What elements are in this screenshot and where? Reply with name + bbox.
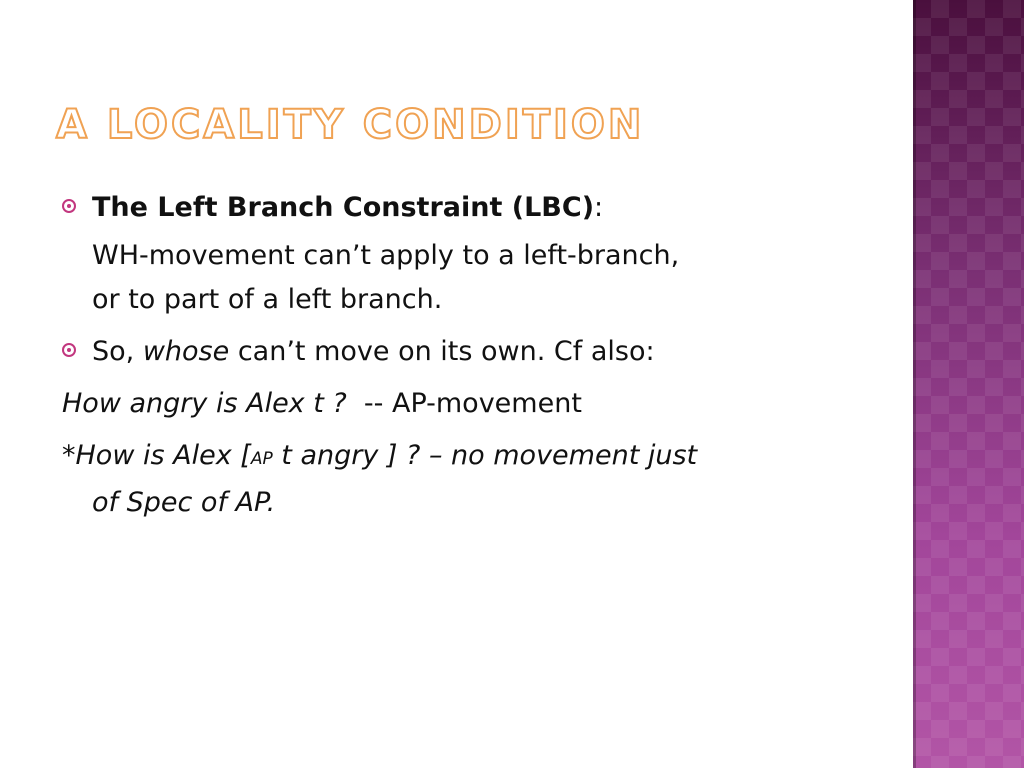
circle-dot-bullet-icon: [62, 343, 76, 357]
bullet-item-lbc: [62, 186, 862, 230]
example-no-movement: [62, 434, 862, 525]
slide-body: [62, 186, 862, 525]
bullet-item-whose: [62, 330, 862, 374]
decorative-side-band: [913, 0, 1024, 768]
example1-note: -- AP-movement: [346, 388, 582, 419]
whose-word: whose: [142, 336, 230, 367]
lbc-term: The Left Branch Constraint (LBC): [92, 192, 595, 223]
lbc-colon: :: [594, 192, 604, 223]
example2-subscript: AP: [250, 449, 273, 469]
whose-post: can’t move on its own. Cf also:: [229, 336, 655, 367]
band-pattern: [913, 0, 1024, 768]
definition-line-1: WH-movement can’t apply to a left-branch,: [92, 240, 680, 271]
example2-line2: of Spec of AP.: [92, 487, 276, 518]
whose-pre: So,: [92, 336, 143, 367]
definition-line-2: or to part of a left branch.: [92, 284, 443, 315]
example2-mid: t angry ] ? – no movement just: [272, 440, 698, 471]
slide-title: A LOCALITY CONDITION: [56, 102, 645, 148]
example-ap-movement: [62, 382, 862, 426]
example2-pre: *How is Alex [: [62, 440, 251, 471]
circle-dot-bullet-icon: [62, 199, 76, 213]
band-edge: [913, 0, 916, 768]
lbc-definition: [62, 234, 862, 322]
example1-sentence: How angry is Alex t ?: [62, 388, 347, 419]
